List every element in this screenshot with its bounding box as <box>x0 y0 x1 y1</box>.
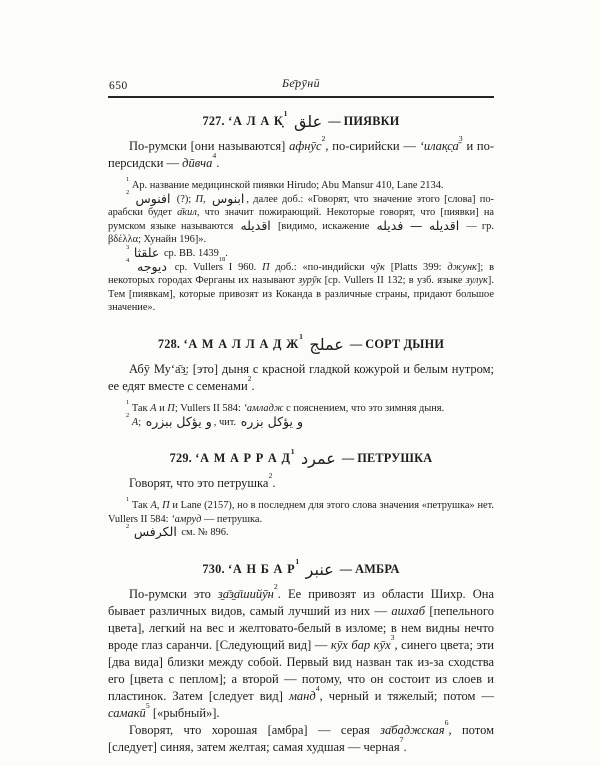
entry-number: 729. <box>169 451 192 466</box>
entry-arabic: عنبر <box>305 559 334 579</box>
entry-separator: — <box>349 336 363 351</box>
entry-728 <box>108 332 494 429</box>
footnotes <box>108 398 494 429</box>
entry-heading <box>108 109 494 131</box>
entry-footnote-ref: 1 <box>295 557 300 567</box>
footnote: $^3$ علقثا ср. BB. $1439_{18}$. <box>126 243 228 263</box>
entry-arabic: عمرد <box>301 449 336 469</box>
entry-paragraph: По-румски [они называются] афнӯс$^2$, по-сирийски — ‘илак̣с̣а̄$^3$ и по-персидски — дӣвча$^4$. <box>108 134 495 170</box>
page-number: 650 <box>109 80 128 92</box>
entry-paragraph: По-румски это з̱а̄з̱а̄шийӯн$^2$. Ее привозят из области Шихр. Она бывает различных видов, самый лучший из них — ашхаб [пепельного цвета], легкий на вес и желтовато-белый в изломе; в нем видны нечто вроде глаз саранчи. [Следующий вид] — кӯх бар кӯх$^3$, синего цвета; эти [два вида] близки между собой. Первый вид назван так из-за сходства его [цвета с пеплом]; а второй — потому, что он состоит из слоев и пластинок. Затем [следует вид] манд$^4$, черный и тяжелый; потом — самакӣ$^5$ [«рыбный»]. <box>108 582 494 720</box>
footnote: $^1$ Так А и П; Vullers II 584: ‘амладж с пояснением, что это зимняя дыня. <box>126 398 445 414</box>
entry-translation: СОРТ ДЫНИ <box>365 336 445 351</box>
entry-number: 730. <box>202 561 225 576</box>
entry-paragraph: Говорят, что это петрушка$^2$. <box>129 471 276 491</box>
footnotes <box>108 175 494 315</box>
footnote: $^2$ А; و يؤكل ببزره , чит. و يؤكل بزره <box>126 412 304 429</box>
entry-footnote-ref: 1 <box>299 332 304 342</box>
entry-separator: — <box>341 451 355 466</box>
entry-separator: — <box>339 561 353 576</box>
entry-arabic: عملج <box>309 334 344 354</box>
footnote: $^2$ افنوس (?); П, ابنوس , далее доб.: «Говорят, что значение этого [слова] по-арабски будет а̄кил, что значит пожирающий. Некоторые говорят, что [пиявки] на румском языке называются اقديله [видимо, искажение اقديله — فديله — гр. βδέλλα; Хунайн 196]». <box>108 189 494 246</box>
entry-paragraph: Говорят, что хорошая [амбра] — серая за̄баджская$^6$, потом [следует] синяя, затем желтая; самая худшая — черная$^7$. <box>108 718 494 754</box>
footnote: $^1$ Ар. название медицинской пиявки Hirudo; Abu Mansur 410, Lane 2134. <box>126 175 444 191</box>
entry-paragraph: Абӯ Му‘а̄з̱: [это] дыня с красной гладкой кожурой и белым нутром; ее едят вместе с семенами$^2$. <box>108 361 494 393</box>
entry-number: 727. <box>202 114 225 128</box>
entry-730 <box>108 557 494 756</box>
footnotes <box>108 495 495 540</box>
entry-translation: ПЕТРУШКА <box>357 451 433 466</box>
footnote: $^2$ الكرفس см. № 896. <box>126 522 229 540</box>
entry-number: 728. <box>157 336 181 351</box>
page-header <box>108 0 494 98</box>
entry-heading <box>108 446 494 469</box>
footnote: $^4$ ديوجه ср. Vullers I 960. П доб.: «по-индийски чӯк [Platts 399: джунк]; в некоторых городах Ферганы их называют зурӯк [ср. Vullers II 132; в узб. языке зулук]. Тем [пиявкам], которые привозят из Коканда в различные страны, придают большое значение». <box>108 257 494 314</box>
entry-heading <box>108 557 494 579</box>
entry-729 <box>108 446 495 540</box>
entry-translation: АМБРА <box>355 561 400 576</box>
entry-heading <box>108 332 494 354</box>
book-page <box>108 0 494 756</box>
entry-name: ‘А М А Л Л А Д Ж <box>183 336 300 351</box>
entry-name: ‘А М А Р Р А Д <box>195 451 291 466</box>
entry-footnote-ref: 1 <box>283 109 288 119</box>
entry-separator: — <box>328 114 341 128</box>
entry-name: ‘А Н Б А Р <box>228 561 296 576</box>
footnote: $^1$ Так А, П и Lane (2157), но в последнем для этого слова значения «петрушка» нет. Vullers II 584: ‘амруд — петрушка. <box>108 495 495 525</box>
running-title: Бе̄рӯнӣ <box>281 76 321 90</box>
entry-name: ‘А Л А К̣ <box>228 114 284 128</box>
entry-arabic: علق <box>293 112 323 131</box>
entry-footnote-ref: 1 <box>290 446 295 456</box>
entry-727 <box>108 109 495 315</box>
entry-translation: ПИЯВКИ <box>343 114 400 128</box>
